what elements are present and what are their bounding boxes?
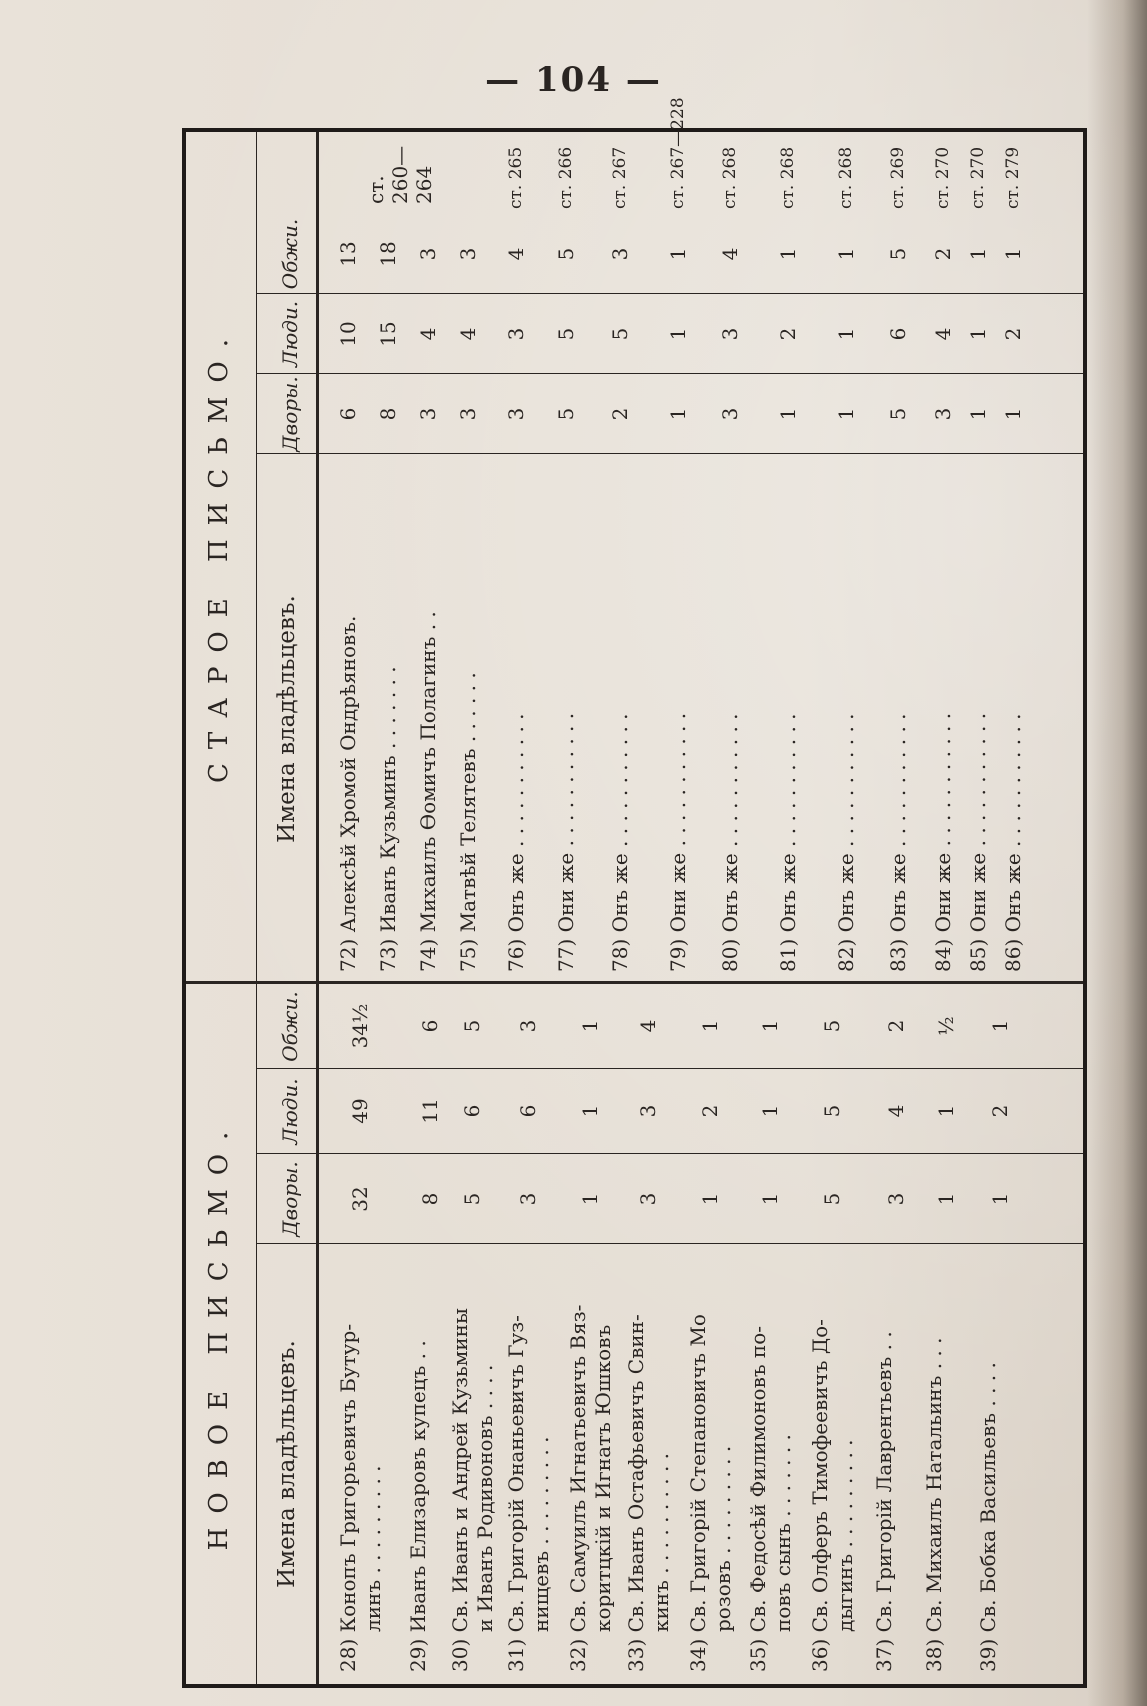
new-row-yards: 32 — [348, 1186, 372, 1212]
new-row-people: 2 — [988, 1104, 1012, 1118]
old-row-ref: ст. 270 — [933, 146, 953, 209]
old-row-name: 78) Онъ же . . . . . . . . . . . — [608, 713, 632, 972]
old-row-name: 83) Онъ же . . . . . . . . . . . — [886, 713, 910, 972]
old-row-ref: ст. 268 — [836, 146, 856, 209]
new-names-head: Имена владѣльцевъ. — [274, 1340, 300, 1588]
old-row-people: 4 — [931, 327, 955, 341]
old-row-name: 72) Алексѣй Хромой Ондрѣяновъ. — [336, 615, 360, 972]
old-row-yards: 1 — [1001, 407, 1025, 421]
old-row-people: 2 — [776, 327, 800, 341]
new-row-yards: 5 — [460, 1192, 484, 1206]
col-divider — [256, 1068, 1083, 1069]
old-row-yards: 3 — [718, 407, 742, 421]
old-row-name: 84) Они же . . . . . . . . . . . — [931, 712, 955, 972]
new-row-name-line2: повъ сынъ . . . . . . . — [771, 1434, 795, 1632]
new-row-yards: 3 — [636, 1192, 660, 1206]
new-row-obzh: 1 — [758, 1019, 782, 1033]
old-row-people: 5 — [554, 327, 578, 341]
old-row-yards: 6 — [336, 407, 360, 421]
old-row-ref: ст. 266 — [556, 146, 576, 209]
subheader-rule — [316, 132, 319, 1684]
col-divider — [256, 373, 1083, 374]
old-row-name: 76) Онъ же . . . . . . . . . . . — [504, 713, 528, 972]
col-divider — [256, 1153, 1083, 1154]
new-row-people: 5 — [820, 1104, 844, 1118]
new-row-yards: 1 — [988, 1192, 1012, 1206]
old-row-name: 82) Онъ же . . . . . . . . . . . — [834, 713, 858, 972]
old-row-name: 81) Онъ же . . . . . . . . . . . — [776, 713, 800, 972]
binding-shadow — [1087, 0, 1147, 1706]
old-row-name: 79) Они же . . . . . . . . . . . — [666, 712, 690, 972]
old-row-ref: ст. 267—228 — [668, 97, 688, 209]
new-people-head: Люди. — [278, 1078, 302, 1145]
new-row-yards: 3 — [516, 1192, 540, 1206]
col-divider — [256, 293, 1083, 294]
section-divider — [186, 981, 1083, 984]
old-row-yards: 1 — [776, 407, 800, 421]
new-obzh-head: Обжи. — [278, 991, 302, 1062]
new-row-people: 3 — [636, 1104, 660, 1118]
col-divider — [256, 453, 1083, 454]
new-row-people: 1 — [934, 1104, 958, 1118]
old-row-yards: 1 — [834, 407, 858, 421]
new-row-name-line1: 35) Св. Федосѣй Филимоновъ по- — [746, 1325, 770, 1672]
new-section-title: НОВОЕ ПИСЬМО. — [204, 1117, 234, 1551]
old-row-name: 80) Онъ же . . . . . . . . . . . — [718, 713, 742, 972]
new-row-obzh: 4 — [636, 1019, 660, 1033]
old-row-people: 4 — [456, 327, 480, 341]
old-row-yards: 8 — [376, 407, 400, 421]
old-names-head: Имена владѣльцевъ. — [274, 595, 300, 843]
new-row-yards: 1 — [934, 1192, 958, 1206]
new-row-name-line1: 34) Св. Григорій Степановичъ Мо — [686, 1314, 710, 1672]
old-row-yards: 3 — [504, 407, 528, 421]
new-row-name-line1: 33) Св. Иванъ Остафьевичъ Свин- — [624, 1314, 648, 1672]
new-row-name-line2: кинъ . . . . . . . . . . — [649, 1452, 673, 1632]
old-row-yards: 3 — [416, 407, 440, 421]
old-row-ref: ст. 265 — [506, 146, 526, 209]
old-row-yards: 1 — [966, 407, 990, 421]
new-row-people: 49 — [348, 1098, 372, 1124]
new-row-obzh: 5 — [820, 1019, 844, 1033]
old-people-head: Люди. — [278, 300, 302, 368]
old-row-obzh: 1 — [966, 247, 990, 261]
rotated-table — [182, 97, 1087, 1688]
old-row-name: 74) Михаилъ Ѳомичъ Полагинъ . . — [416, 611, 440, 972]
old-row-obzh: 4 — [718, 247, 742, 261]
new-row-obzh: ½ — [934, 1016, 958, 1036]
new-row-people: 6 — [460, 1104, 484, 1118]
old-row-obzh: 1 — [1001, 247, 1025, 261]
col-divider — [256, 1243, 1083, 1244]
new-row-people: 2 — [698, 1104, 722, 1118]
new-row-people: 11 — [418, 1098, 442, 1124]
old-row-people: 15 — [376, 321, 400, 347]
new-row-people: 6 — [516, 1104, 540, 1118]
brace-reference: ст. 260—264 — [364, 145, 436, 204]
new-row-yards: 1 — [578, 1192, 602, 1206]
old-yards-head: Дворы. — [278, 376, 302, 452]
old-row-obzh: 3 — [456, 247, 480, 261]
old-row-name: 86) Онъ же . . . . . . . . . . . — [1001, 713, 1025, 972]
old-row-name: 77) Они же . . . . . . . . . . . — [554, 712, 578, 972]
old-row-name: 73) Иванъ Кузьминъ . . . . . . . — [376, 666, 400, 972]
new-row-name-line2: коритцкій и Игнатъ Юшковъ — [591, 1324, 615, 1632]
new-row-yards: 8 — [418, 1192, 442, 1206]
new-row-name-line2: нищевъ . . . . . . . . . — [529, 1436, 553, 1632]
old-row-yards: 3 — [456, 407, 480, 421]
old-row-obzh: 18 — [376, 241, 400, 267]
new-row-name-line1: 36) Св. Олферъ Тимофеевичъ До- — [808, 1319, 832, 1672]
header-rule — [256, 132, 257, 1684]
old-row-obzh: 1 — [834, 247, 858, 261]
old-row-obzh: 4 — [504, 247, 528, 261]
new-row-name-line1: 38) Св. Михаилъ Натальинъ . . . — [922, 1337, 946, 1672]
old-row-yards: 1 — [666, 407, 690, 421]
old-row-obzh: 5 — [886, 247, 910, 261]
old-row-yards: 3 — [931, 407, 955, 421]
old-section-title: СТАРОЕ ПИСЬМО. — [204, 325, 234, 783]
old-row-obzh: 5 — [554, 247, 578, 261]
old-row-people: 6 — [886, 327, 910, 341]
old-row-people: 2 — [1001, 327, 1025, 341]
old-row-people: 10 — [336, 321, 360, 347]
old-row-people: 5 — [608, 327, 632, 341]
old-row-ref: ст. 268 — [720, 146, 740, 209]
old-row-obzh: 3 — [608, 247, 632, 261]
new-row-name-line1: 39) Св. Бобка Васильевъ . . . . — [976, 1362, 1000, 1672]
new-row-obzh: 6 — [418, 1019, 442, 1033]
new-row-obzh: 2 — [884, 1019, 908, 1033]
old-row-ref: ст. 269 — [888, 146, 908, 209]
old-row-ref: ст. 267 — [610, 146, 630, 209]
page-number: — 104 — — [485, 60, 662, 100]
new-row-yards: 5 — [820, 1192, 844, 1206]
old-row-people: 3 — [504, 327, 528, 341]
old-row-obzh: 2 — [931, 247, 955, 261]
old-row-people: 3 — [718, 327, 742, 341]
new-row-name-line2: линъ . . . . . . . . . — [361, 1465, 385, 1632]
old-row-obzh: 3 — [416, 247, 440, 261]
new-row-obzh: 1 — [578, 1019, 602, 1033]
new-row-people: 1 — [758, 1104, 782, 1118]
new-row-obzh: 34½ — [348, 1003, 372, 1049]
old-obzh-head: Обжи. — [278, 218, 302, 290]
old-row-people: 1 — [966, 327, 990, 341]
old-row-people: 1 — [834, 327, 858, 341]
old-row-obzh: 1 — [666, 247, 690, 261]
new-row-yards: 1 — [758, 1192, 782, 1206]
new-row-name-line1: 32) Св. Самуилъ Игнатьевичъ Вяз- — [566, 1304, 590, 1672]
old-row-people: 4 — [416, 327, 440, 341]
old-row-yards: 5 — [554, 407, 578, 421]
new-row-people: 1 — [578, 1104, 602, 1118]
new-row-name-line1: 28) Конопъ Григорьевичъ Бутур- — [336, 1323, 360, 1672]
new-row-yards: 1 — [698, 1192, 722, 1206]
old-row-obzh: 1 — [776, 247, 800, 261]
old-row-ref: ст. 270 — [968, 146, 988, 209]
new-row-name-line2: розовъ . . . . . . . . . — [711, 1445, 735, 1632]
new-row-name-line1: 30) Св. Иванъ и Андрей Кузьмины — [448, 1308, 472, 1672]
old-row-yards: 5 — [886, 407, 910, 421]
old-row-people: 1 — [666, 327, 690, 341]
new-yards-head: Дворы. — [278, 1161, 302, 1237]
old-row-name: 85) Они же . . . . . . . . . . . — [966, 712, 990, 972]
new-row-name-line2: дыгинъ . . . . . . . . . — [833, 1439, 857, 1632]
new-row-name-line1: 31) Св. Григорій Онаньевичъ Гуз- — [504, 1315, 528, 1672]
new-row-obzh: 1 — [988, 1019, 1012, 1033]
old-row-name: 75) Матвѣй Телятевъ . . . . . . — [456, 672, 480, 972]
new-row-name-line1: 29) Иванъ Елизаровъ купецъ . . — [406, 1340, 430, 1672]
new-row-obzh: 1 — [698, 1019, 722, 1033]
new-row-people: 4 — [884, 1104, 908, 1118]
new-row-name-line2: и Иванъ Родивоновъ . . . . — [473, 1364, 497, 1632]
new-row-obzh: 5 — [460, 1019, 484, 1033]
old-row-obzh: 13 — [336, 241, 360, 267]
old-row-yards: 2 — [608, 407, 632, 421]
old-row-ref: ст. 279 — [1003, 146, 1023, 209]
new-row-obzh: 3 — [516, 1019, 540, 1033]
register-table — [182, 97, 1087, 1688]
new-row-name-line1: 37) Св. Григорій Лаврентьевъ . . — [872, 1331, 896, 1672]
old-row-ref: ст. 268 — [778, 146, 798, 209]
new-row-yards: 3 — [884, 1192, 908, 1206]
